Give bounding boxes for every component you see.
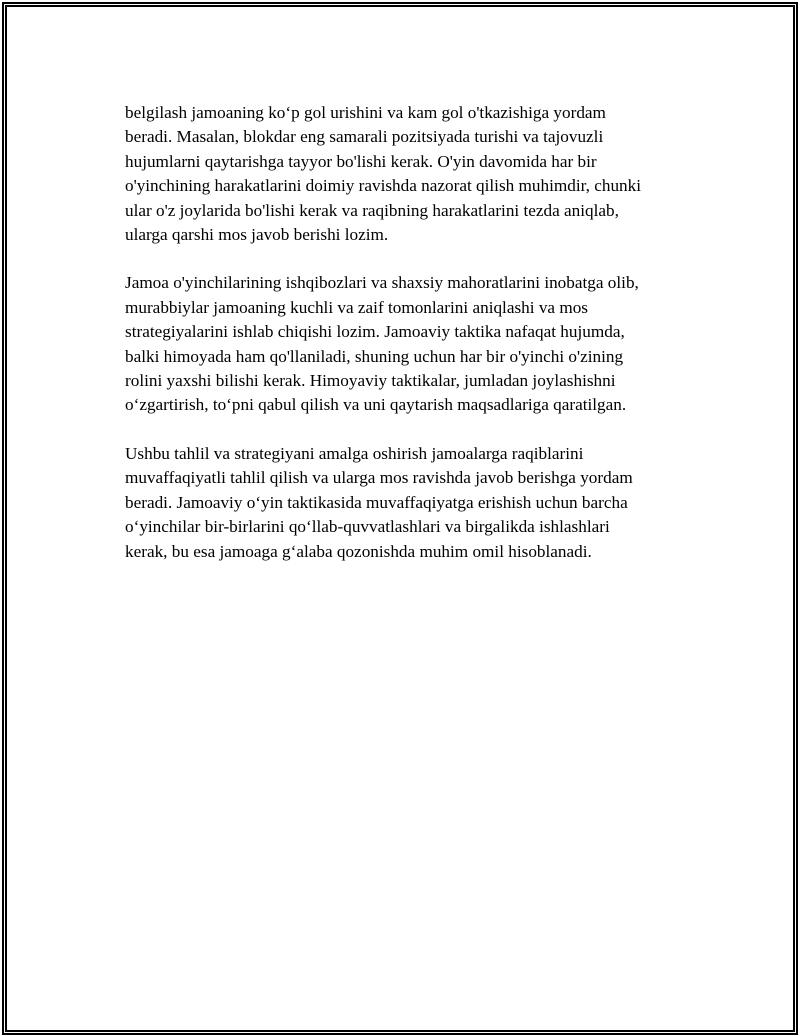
paragraph-line: Ushbu tahlil va strategiyani amalga oshirish jamoalarga raqiblarini — [125, 443, 584, 463]
paragraph-line: beradi. Jamoaviy o‘yin taktikasida muvaffaqiyatga erishish uchun barcha — [125, 492, 628, 512]
document-body — [125, 101, 695, 588]
paragraph-line: hujumlarni qaytarishga tayyor bo'lishi kerak. O'yin davomida har bir — [125, 151, 597, 171]
paragraph-3 — [125, 442, 695, 564]
paragraph-line: rolini yaxshi bilishi kerak. Himoyaviy taktikalar, jumladan joylashishni — [125, 371, 616, 391]
paragraph-2 — [125, 271, 695, 417]
paragraph-line: o‘yinchilar bir-birlarini qo‘llab-quvvatlashlari va birgalikda ishlashlari — [125, 517, 610, 537]
paragraph-line: murabbiylar jamoaning kuchli va zaif tomonlarini aniqlashi va mos — [125, 297, 588, 317]
paragraph-line: balki himoyada ham qo'llaniladi, shuning uchun har bir o'yinchi o'zining — [125, 346, 624, 366]
paragraph-line: beradi. Masalan, blokdar eng samarali pozitsiyada turishi va tajovuzli — [125, 127, 604, 147]
paragraph-line: belgilash jamoaning ko‘p gol urishini va kam gol o'tkazishiga yordam — [125, 103, 606, 122]
paragraph-line: muvaffaqiyatli tahlil qilish va ularga mos ravishda javob berishga yordam — [125, 468, 633, 488]
paragraph-1 — [125, 101, 695, 247]
paragraph-line: o'yinchining harakatlarini doimiy ravishda nazorat qilish muhimdir, chunki — [125, 176, 642, 196]
paragraph-line: o‘zgartirish, to‘pni qabul qilish va uni qaytarish maqsadlariga qaratilgan. — [125, 395, 627, 415]
paragraph-line: ular o'z joylarida bo'lishi kerak va raqibning harakatlarini tezda aniqlab, — [125, 200, 619, 220]
paragraph-line: Jamoa o'yinchilarining ishqibozlari va shaxsiy mahoratlarini inobatga olib, — [125, 273, 639, 293]
page-frame — [2, 2, 798, 1035]
paragraph-line: ularga qarshi mos javob berishi lozim. — [125, 225, 389, 245]
paragraph-line: kerak, bu esa jamoaga g‘alaba qozonishda muhim omil hisoblanadi. — [125, 541, 592, 561]
paragraph-line: strategiyalarini ishlab chiqishi lozim. Jamoaviy taktika nafaqat hujumda, — [125, 322, 625, 342]
